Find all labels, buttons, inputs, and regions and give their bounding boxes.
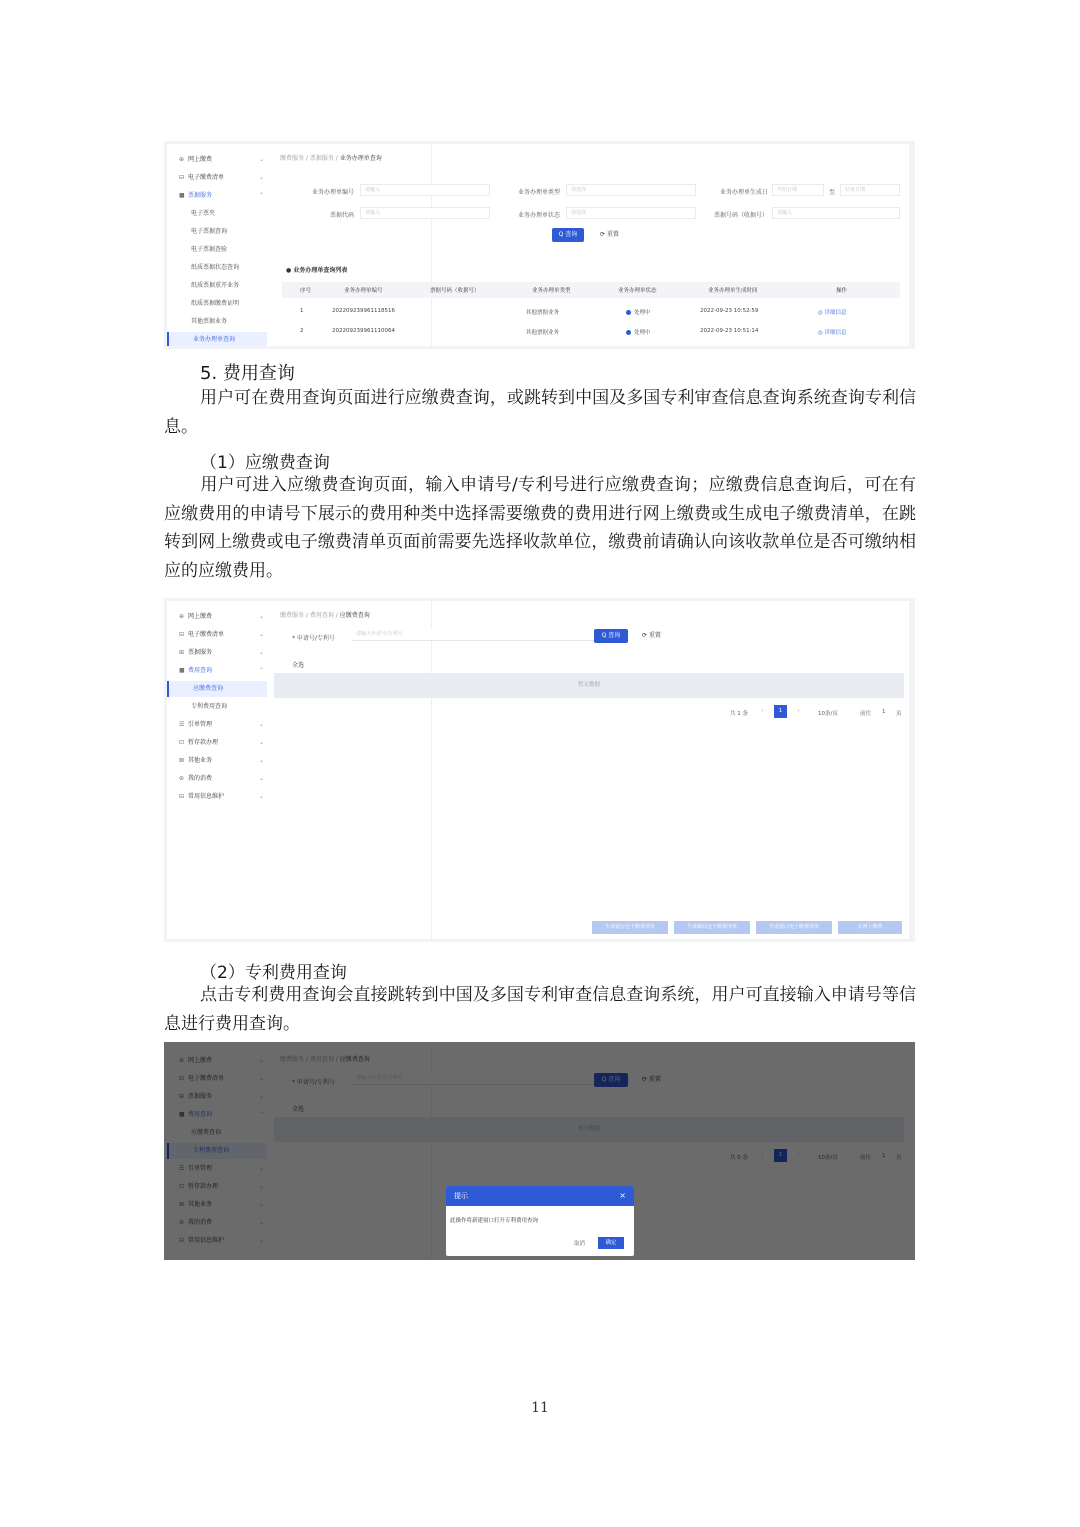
search-button[interactable]: Q 查询 xyxy=(594,629,628,643)
cancel-button[interactable]: 取消 xyxy=(574,1241,586,1247)
goto-label: 前往 xyxy=(860,711,872,717)
main-panel xyxy=(274,601,909,942)
screenshot-fee-query xyxy=(164,598,915,942)
col-ticket: 票据号码（收据号） xyxy=(430,288,480,294)
sidebar-item-label: 专利费用查询 xyxy=(191,703,228,710)
sidebar-item-label: 其他业务 xyxy=(188,757,213,764)
row-type: 其他票据业务 xyxy=(526,330,560,336)
status-dot-icon xyxy=(626,330,631,335)
breadcrumb: 缴费服务 / 费用查询 / 应缴费查询 xyxy=(280,612,370,619)
sidebar-item-label: 电子票据查询 xyxy=(191,228,228,235)
sidebar-item-label: 网上缴费 xyxy=(188,156,213,163)
menu-icon: ■ xyxy=(179,667,185,674)
chevron-icon: ⌄ xyxy=(259,793,265,800)
sidebar-item[interactable] xyxy=(167,170,267,186)
chevron-icon: ⌄ xyxy=(259,156,265,163)
detail-link[interactable]: ◎ 详细信息 xyxy=(818,330,847,336)
reset-button[interactable]: ⟳ 重置 xyxy=(642,632,661,639)
row-time: 2022-09-23 10:51:14 xyxy=(700,328,759,334)
sidebar-item-label: 我的消费 xyxy=(188,775,213,782)
subsection-1-paragraph: 用户可进入应缴费查询页面，输入申请号/专利号进行应缴费查询；应缴费信息查询后，可在有应缴费用的申请号下展示的费用种类中选择需要缴费的费用进行网上缴费或生成电子缴费清单，在跳转到网上缴费或电子缴费清单页面前需要先选择收款单位，缴费前请确认向该收款单位是否可缴纳相应的应缴费用。 xyxy=(164,475,916,581)
sidebar-item[interactable] xyxy=(167,314,267,330)
row-no: 2 xyxy=(300,328,304,334)
status-dot-icon xyxy=(626,310,631,315)
order-no-label: 业务办理单编号 xyxy=(311,189,354,196)
order-status-select[interactable]: 请选择 xyxy=(566,207,696,219)
date-label: 业务办理单生成日 xyxy=(719,189,768,196)
col-status: 业务办理单状态 xyxy=(618,288,657,294)
subsection-2-title: （2）专利费用查询 xyxy=(200,963,347,983)
screenshot-patent-fee-dialog xyxy=(164,1042,915,1260)
order-status-label: 业务办理单状态 xyxy=(517,212,560,219)
col-time: 业务办理单生成时间 xyxy=(708,288,758,294)
col-op: 操作 xyxy=(836,288,848,294)
sidebar-item[interactable] xyxy=(167,224,267,240)
order-no-input[interactable]: 请输入 xyxy=(360,184,490,196)
detail-link[interactable]: ◎ 详细信息 xyxy=(818,310,847,316)
screenshot-ticket-query xyxy=(164,141,915,349)
menu-icon: ⊞ xyxy=(179,649,185,656)
table-header xyxy=(282,282,900,298)
sidebar-item-label: 电子缴费清单 xyxy=(188,631,225,638)
menu-icon: ⊟ xyxy=(179,174,185,181)
row-order-no: 20220923996111006​4 xyxy=(332,328,395,334)
sidebar-item[interactable] xyxy=(167,717,267,733)
sidebar-item-label: 票据服务 xyxy=(188,192,213,199)
close-icon[interactable]: × xyxy=(619,1191,626,1200)
breadcrumb: 缴费服务 / 票据服务 / 业务办理单查询 xyxy=(280,155,382,162)
order-type-select[interactable]: 请选择 xyxy=(566,184,696,196)
order-type-label: 业务办理单类型 xyxy=(517,189,560,196)
sidebar-item[interactable] xyxy=(167,609,267,625)
sidebar-item[interactable] xyxy=(167,645,267,661)
ticket-code-input[interactable]: 请输入 xyxy=(360,207,490,219)
col-order-no: 业务办理单编号 xyxy=(344,288,383,294)
dialog-header xyxy=(446,1186,634,1206)
sidebar-item[interactable] xyxy=(167,278,267,294)
sidebar-item[interactable] xyxy=(167,332,267,348)
goto-page-input[interactable]: 1 xyxy=(882,709,886,715)
date-start-input[interactable]: 开始日期 xyxy=(772,184,824,196)
page-number: 11 xyxy=(531,1400,549,1416)
menu-icon: ⊛ xyxy=(179,775,185,782)
sidebar-item[interactable] xyxy=(167,188,267,204)
application-no-label: * 申请号/专利号 xyxy=(292,635,335,642)
chevron-icon: ⌄ xyxy=(259,721,265,728)
sidebar-item-label: 电子票据查验 xyxy=(191,246,228,253)
row-type: 其他票据业务 xyxy=(526,310,560,316)
subsection-2-paragraph: 点击专利费用查询会直接跳转到中国及多国专利审查信息查询系统，用户可直接输入申请号等信息进行费用查询。 xyxy=(164,985,916,1034)
confirm-button[interactable]: 确定 xyxy=(598,1237,624,1249)
dialog-title: 提示 xyxy=(454,1192,468,1200)
date-end-input[interactable]: 结束日期 xyxy=(840,184,900,196)
row-order-no: 20220923996111851​6 xyxy=(332,308,395,314)
main-panel xyxy=(274,144,909,349)
subsection-1-title: （1）应缴费查询 xyxy=(200,453,330,473)
sidebar-item[interactable] xyxy=(167,152,267,168)
date-separator: 至 xyxy=(828,189,835,196)
chevron-icon: ⌄ xyxy=(259,775,265,782)
menu-icon: ⊟ xyxy=(179,793,185,800)
page-1-button[interactable]: 1 xyxy=(774,705,787,718)
sidebar-item[interactable] xyxy=(167,627,267,643)
chevron-icon: ⌃ xyxy=(259,667,265,674)
sidebar-item[interactable] xyxy=(167,260,267,276)
section-5-title: 5. 费用查询 xyxy=(200,363,295,384)
search-button[interactable]: Q 查询 xyxy=(552,228,584,242)
sidebar-item-label: 纸质票据缴费证明 xyxy=(191,300,240,307)
chevron-icon: ⌄ xyxy=(259,757,265,764)
sidebar-item[interactable] xyxy=(167,735,267,751)
menu-icon: ⊡ xyxy=(179,739,185,746)
sidebar-item-label: 费用查询 xyxy=(188,667,213,674)
sidebar-item-label: 暂存款办理 xyxy=(188,739,219,746)
sidebar-item[interactable] xyxy=(167,206,267,222)
post-bill-button[interactable]: 生成邮局电子缴费清单 xyxy=(674,921,750,934)
row-time: 2022-09-23 10:52:59 xyxy=(700,308,759,314)
reset-button[interactable]: ⟳ 重置 xyxy=(600,231,619,238)
pagination-total: 共 1 条 xyxy=(730,711,748,717)
chevron-icon: ⌄ xyxy=(259,739,265,746)
dialog-message: 此操作将新建窗口打开专利费用查询 xyxy=(450,1218,539,1224)
page-size-select[interactable]: 10条/页 xyxy=(818,711,838,717)
sidebar-item-label: 应缴费查询 xyxy=(193,685,224,692)
row-no: 1 xyxy=(300,308,304,314)
section-5-paragraph: 用户可在费用查询页面进行应缴费查询，或跳转到中国及多国专利审查信息查询系统查询专利信息。 xyxy=(164,388,916,437)
chevron-icon: ⌄ xyxy=(259,174,265,181)
online-pay-button[interactable]: 去网上缴费 xyxy=(838,921,902,934)
empty-placeholder: 暂无数据 xyxy=(274,673,904,698)
sidebar-item[interactable] xyxy=(167,789,267,805)
row-status: 处理中 xyxy=(626,308,651,316)
sidebar-item[interactable] xyxy=(167,296,267,312)
chevron-icon: ⌄ xyxy=(259,631,265,638)
sidebar-item-label: 电子票夹 xyxy=(191,210,216,217)
menu-icon: ⊕ xyxy=(179,156,185,163)
chevron-icon: ⌃ xyxy=(259,192,265,199)
ticket-number-input[interactable]: 请输入 xyxy=(772,207,900,219)
ticket-code-label: 票据代码 xyxy=(329,212,354,219)
sidebar-item[interactable] xyxy=(167,242,267,258)
bank-bill-button[interactable]: 生成银行电子缴费清单 xyxy=(592,921,668,934)
sidebar-item[interactable] xyxy=(167,681,267,697)
application-no-input[interactable]: 请输入申请号/专利号 xyxy=(352,629,596,641)
ticket-number-label: 票据号码（收据号） xyxy=(713,212,768,219)
menu-icon: ⊠ xyxy=(179,757,185,764)
sidebar-item-label: 纸质票据重开业务 xyxy=(191,282,240,289)
sidebar-item-label: 常用信息维护 xyxy=(188,793,225,800)
counter-bill-button[interactable]: 生成窗口电子缴费清单 xyxy=(756,921,832,934)
row-status: 处理中 xyxy=(626,328,651,336)
menu-icon: ■ xyxy=(179,192,185,199)
menu-icon: ⊟ xyxy=(179,631,185,638)
col-type: 业务办理单类型 xyxy=(532,288,571,294)
sidebar-item-label: 其他票据业务 xyxy=(191,318,228,325)
prev-page-button[interactable]: ‹ xyxy=(761,708,764,714)
sidebar-item[interactable] xyxy=(167,663,267,679)
prompt-dialog xyxy=(446,1186,634,1256)
sidebar-item[interactable] xyxy=(167,699,267,715)
menu-icon: ☰ xyxy=(179,721,185,728)
sidebar-item-label: 电子缴费清单 xyxy=(188,174,225,181)
sidebar-item[interactable] xyxy=(167,771,267,787)
page-unit: 页 xyxy=(896,711,902,717)
select-all-label[interactable]: 全选 xyxy=(292,662,305,669)
next-page-button[interactable]: › xyxy=(797,708,800,714)
sidebar-item-label: 业务办理单查询 xyxy=(193,336,236,343)
sidebar-item-label: 票据服务 xyxy=(188,649,213,656)
sidebar-item-label: 纸质票据状态查询 xyxy=(191,264,240,271)
sidebar-item-label: 引单管理 xyxy=(188,721,213,728)
sidebar-item[interactable] xyxy=(167,753,267,769)
chevron-icon: ⌄ xyxy=(259,649,265,656)
menu-icon: ⊕ xyxy=(179,613,185,620)
sidebar-item-label: 网上缴费 xyxy=(188,613,213,620)
table-title: ● 业务办理单查询列表 xyxy=(286,267,348,274)
chevron-icon: ⌄ xyxy=(259,613,265,620)
col-no: 序号 xyxy=(300,288,312,294)
